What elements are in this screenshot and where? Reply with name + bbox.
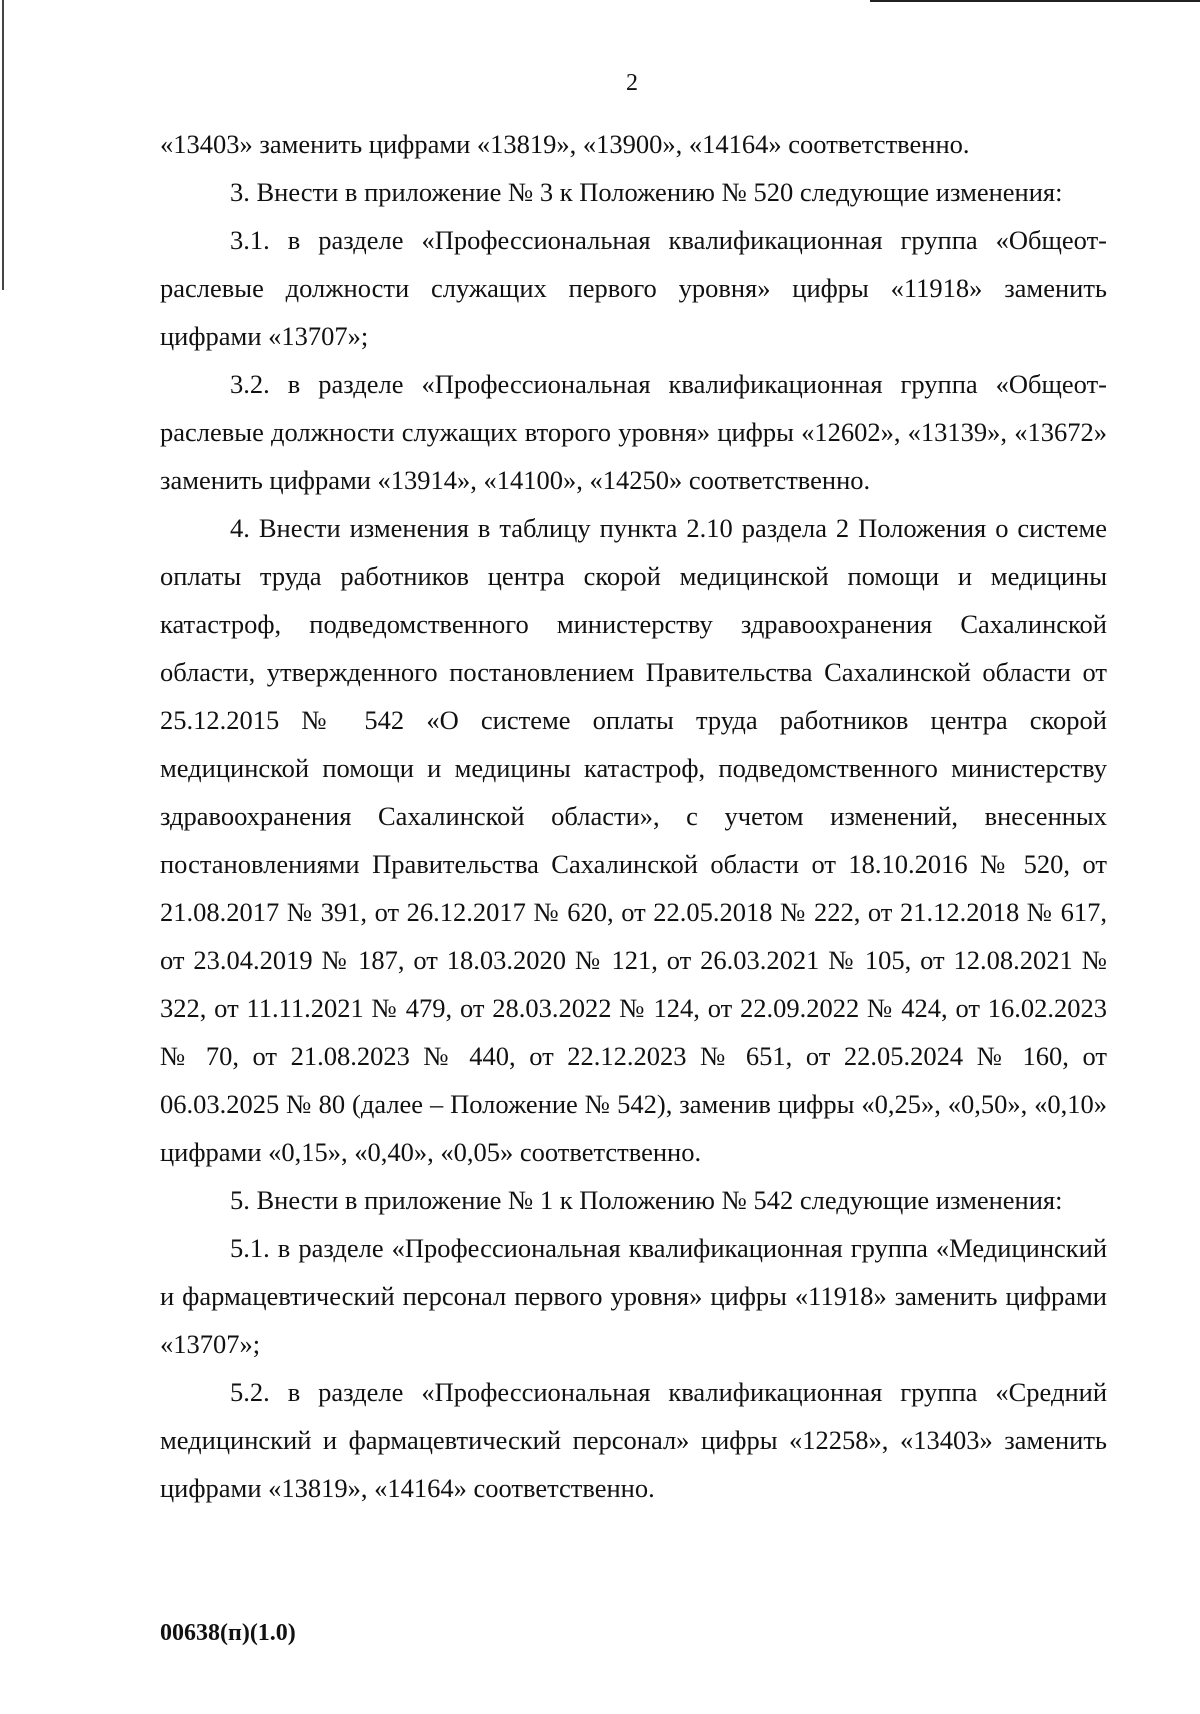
paragraph-continuation: «13403» заменить цифрами «13819», «13900», «14164» соответственно. — [160, 129, 970, 159]
document-code: 00638(п)(1.0) — [160, 1620, 296, 1646]
paragraph-item-5: 5. Внести в приложение № 1 к Положению № 542 следующие изменения: — [230, 1185, 1063, 1215]
top-border-line — [870, 0, 1200, 2]
paragraph-item-3: 3. Внести в приложение № 3 к Положению № 520 следующие изменения: — [230, 177, 1063, 207]
paragraph-item-5-1: 5.1. в разделе «Профессиональная квалификационная группа «Медицинский и фармацевтический персонал первого уровня» цифры «11918» заменить цифрами «13707»; — [160, 1233, 1107, 1359]
paragraph-item-3-2: 3.2. в разделе «Профессиональная квалификационная группа «Общеотраслевые должности служащих второго уровня» цифры «12602», «13139», «13672» заменить цифрами «13914», «14100», «14250» соответственно. — [160, 369, 1107, 495]
left-border-line — [2, 0, 4, 290]
page-number: 2 — [626, 70, 638, 96]
paragraph-item-4: 4. Внести изменения в таблицу пункта 2.10 раздела 2 Положения о системе оплаты труда работников центра скорой медицинской помощи и медицины катастроф, подведомственного министерству здравоохранения Сахалинской области, утвержденного постановлением Правительства Сахалинской области от 25.12.2015 № 542 «О системе оплаты труда работников центра скорой медицинской помощи и медицины катастроф, подведомственного министерству здравоохранения Сахалинской области», с учетом изменений, внесенных постановлениями Правительства Сахалинской области от 18.10.2016 № 520, от 21.08.2017 № 391, от 26.12.2017 № 620, от 22.05.2018 № 222, от 21.12.2018 № 617, от 23.04.2019 № 187, от 18.03.2020 № 121, от 26.03.2021 № 105, от 12.08.2021 № 322, от 11.11.2021 № 479, от 28.03.2022 № 124, от 22.09.2022 № 424, от 16.02.2023 № 70, от 21.08.2023 № 440, от 22.12.2023 № 651, от 22.05.2024 № 160, от 06.03.2025 № 80 (далее – Положение № 542), заменив цифры «0,25», «0,50», «0,10» цифрами «0,15», «0,40», «0,05» соответственно. — [160, 513, 1107, 1167]
paragraph-item-3-1: 3.1. в разделе «Профессиональная квалификационная группа «Общеотраслевые должности служащих первого уровня» цифры «11918» заменить цифрами «13707»; — [160, 225, 1107, 351]
paragraph-item-5-2: 5.2. в разделе «Профессиональная квалификационная группа «Средний медицинский и фармацевтический персонал» цифры «12258», «13403» заменить цифрами «13819», «14164» соответственно. — [160, 1377, 1107, 1503]
document-body — [160, 120, 1107, 1512]
